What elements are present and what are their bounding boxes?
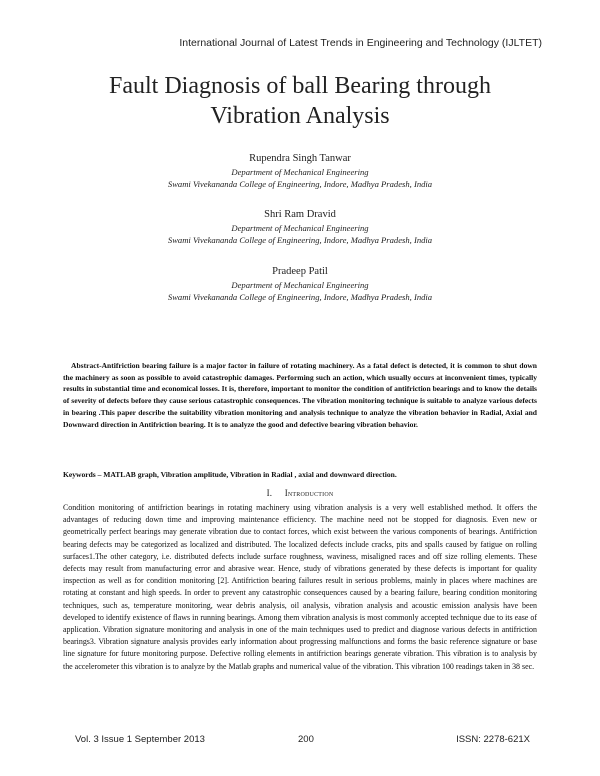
section-title: Introduction: [284, 488, 334, 498]
author-block-2: [80, 208, 520, 246]
footer-page-number: 200: [298, 734, 314, 745]
author-name: Pradeep Patil: [272, 266, 328, 277]
author-block-1: [80, 152, 520, 190]
author-department: Department of Mechanical Engineering: [231, 167, 369, 177]
journal-header: International Journal of Latest Trends in Engineering and Technology (IJLTET): [179, 37, 542, 49]
author-institution: Swami Vivekananda College of Engineering, Indore, Madhya Pradesh, India: [167, 235, 433, 245]
paper-title: [80, 71, 520, 131]
author-department: Department of Mechanical Engineering: [231, 223, 369, 233]
author-department: Department of Mechanical Engineering: [231, 280, 369, 290]
author-institution: Swami Vivekananda College of Engineering, Indore, Madhya Pradesh, India: [167, 292, 433, 302]
keywords: Keywords – MATLAB graph, Vibration amplitude, Vibration in Radial , axial and downward direction.: [63, 470, 397, 479]
section-number: I.: [266, 488, 273, 498]
footer-issue: Vol. 3 Issue 1 September 2013: [75, 734, 205, 745]
author-block-3: [80, 265, 520, 303]
author-name: Rupendra Singh Tanwar: [249, 153, 351, 164]
author-institution: Swami Vivekananda College of Engineering, Indore, Madhya Pradesh, India: [167, 179, 433, 189]
footer-issn: ISSN: 2278-621X: [456, 734, 530, 745]
author-name: Shri Ram Dravid: [264, 209, 336, 220]
section-heading: [63, 488, 537, 498]
paper-title-line-1: Fault Diagnosis of ball Bearing through: [109, 73, 491, 99]
abstract: Abstract-Antifriction bearing failure is a major factor in failure of rotating machinery. As a fatal defect is detected, it is common to shut down the machinery as soon as possible to avoid catastrophic damages. Performing such an action, which usually occurs at inconvenient times, typically results in substantial time and economical losses. It is, therefore, important to monitor the condition of antifriction bearings and to know the details of severity of defects before they cause serious catastrophic consequences. The vibration monitoring technique is suitable to analyze various defects in bearing .This paper describe the suitability vibration monitoring and analysis technique to analyze the vibration behavior in Radial, Axial and Downward direction in Antifriction bearing. It is to analyze the good and defective bearing vibration behavior.: [63, 361, 537, 429]
paper-title-line-2: Vibration Analysis: [210, 103, 390, 129]
introduction-body: Condition monitoring of antifriction bearings in rotating machinery using vibration analysis is a very well established method. It offers the advantages of reducing down time and improving maintenance efficiency. The machine need not be stopped for diagnosis. Even new or geometrically perfect bearings may generate vibration due to contact forces, which exist between the various components of bearings. Antifriction bearing defects may be categorized as localized and distributed. The localized defects include cracks, pits and spalls caused by fatigue on rolling surfaces1.The other category, i.e. distributed defects include surface roughness, waviness, misaligned races and off size rolling elements. These defects may result from manufacturing error and abrasive wear. Hence, study of vibrations generated by these defects is important for quality inspection as well as for condition monitoring [2]. Antifriction bearing failures result in serious problems, mainly in places where machines are rotating at constant and high speeds. In order to prevent any catastrophic consequences caused by a bearing failure, bearing condition monitoring techniques, such as, temperature monitoring, wear debris analysis, oil analysis, vibration analysis and acoustic emission analysis have been developed to identify existence of flaws in running bearings. Among them vibration analysis is most commonly accepted technique due to its ease of application. Vibration signature monitoring and analysis in one of the main techniques used to predict and diagnose various defects in antifriction bearings3. Vibration signature analysis provides early information about progressing malfunctions and forms the basic reference signature or base line signature for future monitoring purpose. Defective rolling elements in antifriction bearings generate vibration. This vibration is to analysis by the accelerometer this vibration is to analyze by the Matlab graphs and numerical value of the vibration. This vibration 100 readings taken in 38 sec.: [63, 503, 537, 671]
